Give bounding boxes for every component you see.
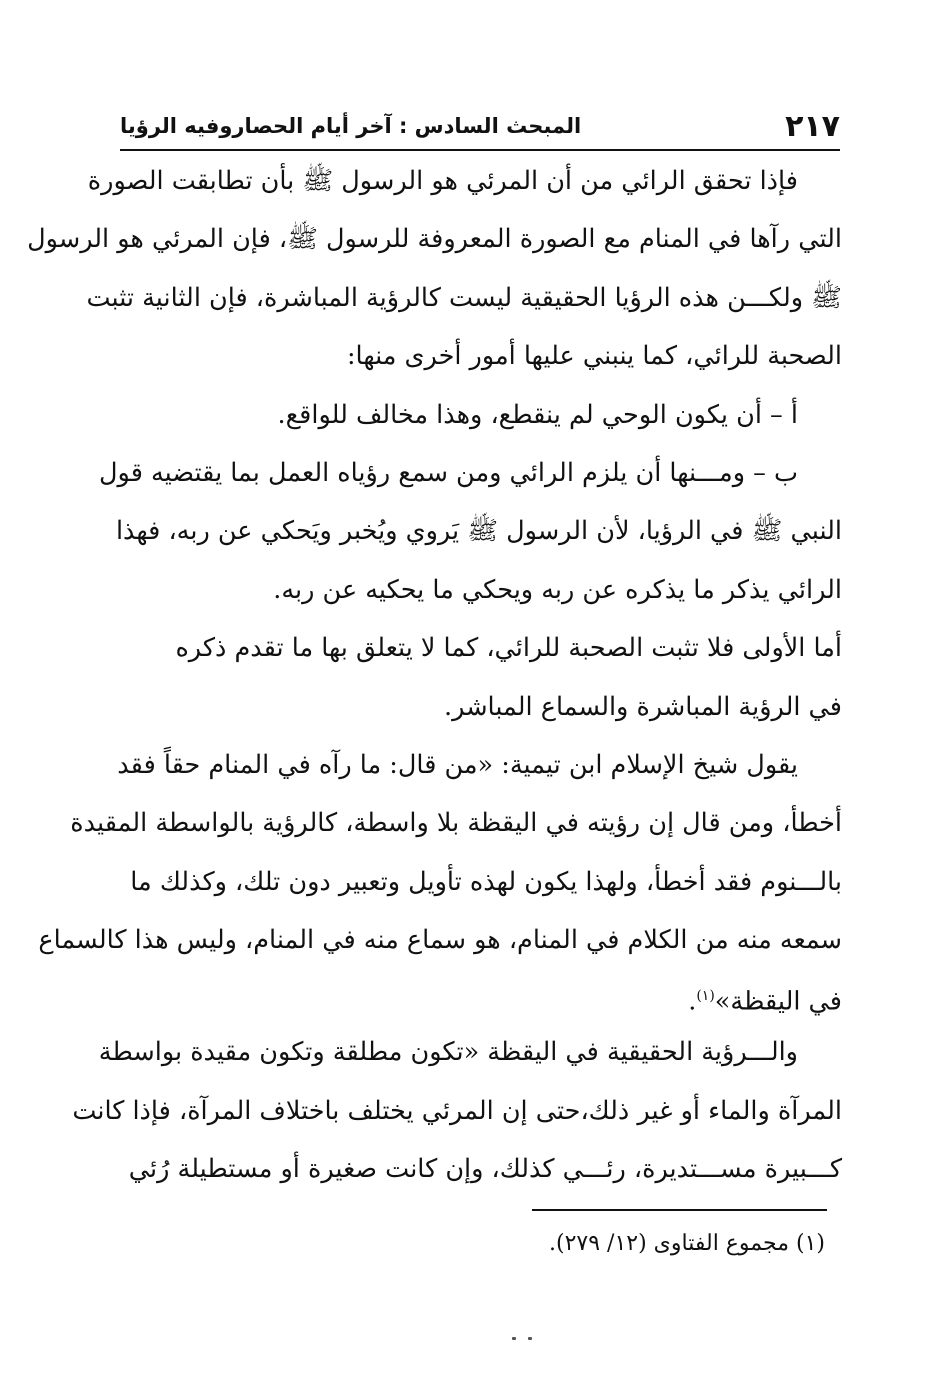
sentence-end-mark: . (688, 986, 697, 1017)
scan-speck (512, 1337, 516, 1340)
body-text (27, 152, 842, 1199)
body-line: أخطأ، ومن قال إن رؤيته في اليقظة بلا واسطة، كالرؤية بالواسطة المقيدة (70, 808, 842, 839)
body-line: الرائي يذكر ما يذكره عن ربه ويحكي ما يحكيه عن ربه. (273, 574, 842, 605)
body-line: في الرؤية المباشرة والسماع المباشر. (444, 691, 842, 722)
body-line: المرآة والماء أو غير ذلك،حتى إن المرئي يختلف باختلاف المرآة، فإذا كانت (72, 1095, 842, 1126)
body-line: أ – أن يكون الوحي لم ينقطع، وهذا مخالف للواقع. (277, 399, 798, 430)
body-line: ﷺ ولكـــن هذه الرؤيا الحقيقية ليست كالرؤية المباشرة، فإن الثانية تثبت (86, 282, 842, 313)
page-number: ٢١٧ (785, 108, 840, 144)
body-line: ب – ومـــنها أن يلزم الرائي ومن سمع رؤياه العمل بما يقتضيه قول (99, 457, 798, 488)
body-line: كـــبيرة مســـتديرة، رئـــي كذلك، وإن كانت صغيرة أو مستطيلة رُئي (128, 1154, 842, 1185)
body-line-with-footnote (118, 969, 842, 1023)
page-header (120, 104, 840, 148)
body-line: والـــرؤية الحقيقية في اليقظة «تكون مطلقة وتكون مقيدة بواسطة (98, 1037, 798, 1068)
body-line: سمعه منه من الكلام في المنام، هو سماع منه في المنام، وليس هذا كالسماع (38, 925, 842, 956)
body-line: يقول شيخ الإسلام ابن تيمية: «من قال: ما رآه في المنام حقاً فقد (117, 749, 798, 780)
footnote-marker: (١) (696, 988, 715, 1005)
footnote: (١) مجموع الفتاوى (١٢/ ٢٧٩). (549, 1231, 825, 1256)
quote-end-text: في اليقظة» (714, 986, 842, 1017)
body-line: فإذا تحقق الرائي من أن المرئي هو الرسول ﷺ بأن تطابقت الصورة (87, 166, 798, 196)
footnote-rule (532, 1209, 827, 1211)
header-rule (120, 149, 840, 151)
body-line: بالـــنوم فقد أخطأ، ولهذا يكون لهذه تأويل وتعبير دون تلك، وكذلك ما (130, 866, 842, 897)
body-line: الصحبة للرائي، كما ينبني عليها أمور أخرى منها: (346, 341, 842, 372)
running-title: المبحث السادس : آخر أيام الحصاروفيه الرؤيا (120, 114, 582, 138)
body-line: التي رآها في المنام مع الصورة المعروفة للرسول ﷺ، فإن المرئي هو الرسول (27, 224, 842, 255)
body-line: أما الأولى فلا تثبت الصحبة للرائي، كما لا يتعلق بها ما تقدم ذكره (175, 633, 842, 664)
body-line: النبي ﷺ في الرؤيا، لأن الرسول ﷺ يَروي ويُخبر ويَحكي عن ربه، فهذا (115, 516, 842, 547)
scan-speck (528, 1337, 532, 1340)
